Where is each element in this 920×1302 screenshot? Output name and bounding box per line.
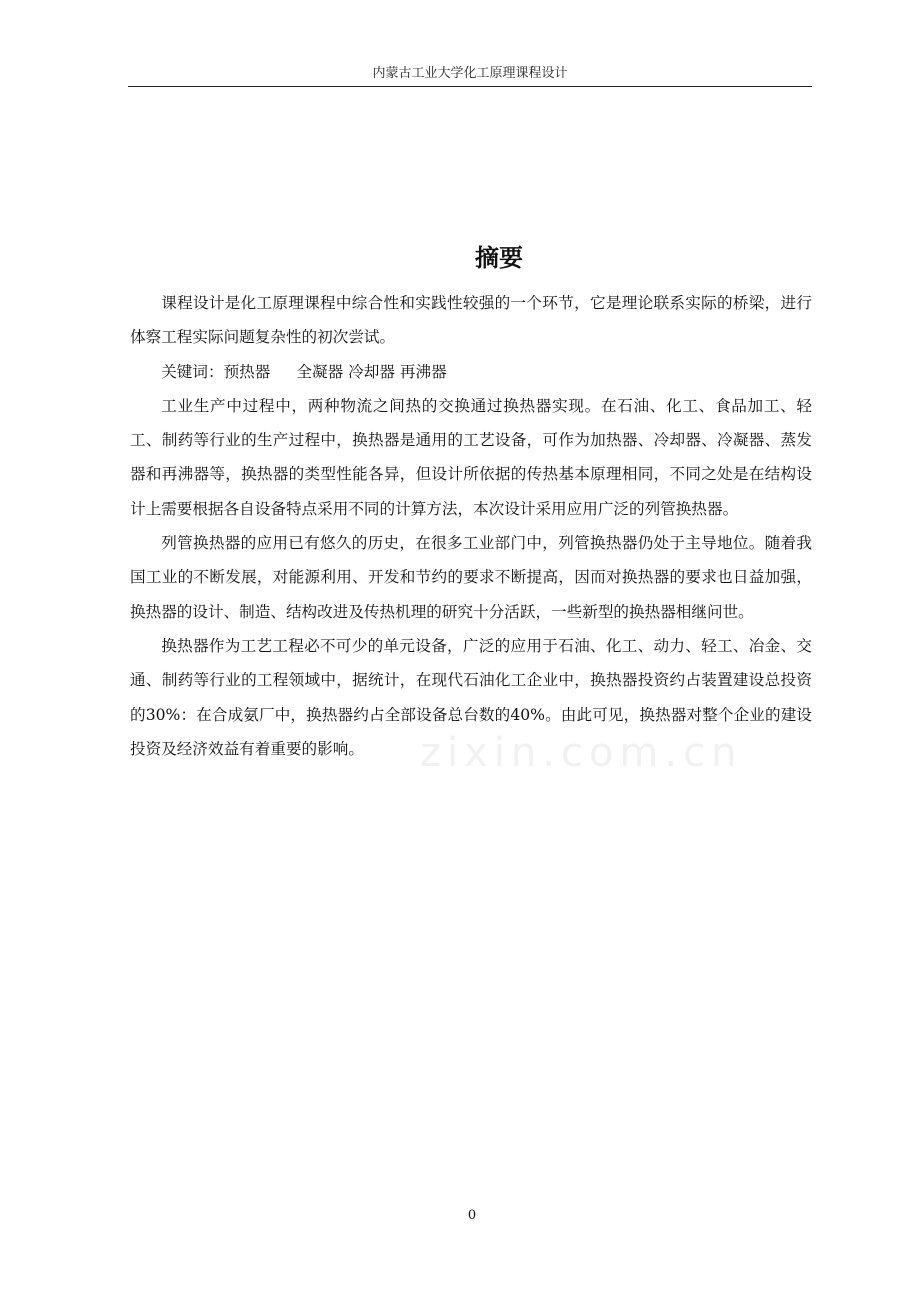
header-text: 内蒙古工业大学化工原理课程设计	[372, 66, 568, 81]
abstract-body	[130, 286, 812, 766]
page-title: 摘要	[475, 244, 523, 272]
paragraph-importance: 换热器作为工艺工程必不可少的单元设备，广泛的应用于石油、化工、动力、轻工、冶金、交通、制药等行业的工程领域中，据统计，在现代石油化工企业中，换热器投资约占装置建设总投资的30%：在合成氨厂中，换热器约占全部设备总台数的40%。由此可见，换热器对整个企业的建设投资及经济效益有着重要的影响。	[130, 636, 812, 758]
page-header	[128, 62, 812, 87]
paragraph-heat-exchange: 工业生产中过程中，两种物流之间热的交换通过换热器实现。在石油、化工、食品加工、轻工、制药等行业的生产过程中，换热器是通用的工艺设备，可作为加热器、冷却器、冷凝器、蒸发器和再沸器等，换热器的类型性能各异，但设计所依据的传热基本原理相同，不同之处是在结构设计上需要根据各自设备特点采用不同的计算方法，本次设计采用应用广泛的列管换热器。	[130, 396, 812, 518]
keywords-label: 关键词：	[161, 362, 224, 381]
watermark: zixin.com.cn	[420, 730, 743, 776]
keyword-item: 全凝器	[296, 362, 344, 381]
paragraph-intro: 课程设计是化工原理课程中综合性和实践性较强的一个环节，它是理论联系实际的桥梁，进行体察工程实际问题复杂性的初次尝试。	[130, 294, 812, 347]
paragraph-history: 列管换热器的应用已有悠久的历史，在很多工业部门中，列管换热器仍处于主导地位。随着我国工业的不断发展，对能源利用、开发和节约的要求不断提高，因而对换热器的要求也日益加强，换热器的设计、制造、结构改进及传热机理的研究十分活跃，一些新型的换热器相继问世。	[130, 534, 812, 621]
keyword-item: 预热器	[223, 362, 271, 381]
page-number: 0	[467, 1208, 477, 1223]
keyword-item: 冷却器	[348, 362, 395, 381]
keyword-item: 再沸器	[399, 362, 447, 381]
keywords-line	[130, 355, 812, 389]
